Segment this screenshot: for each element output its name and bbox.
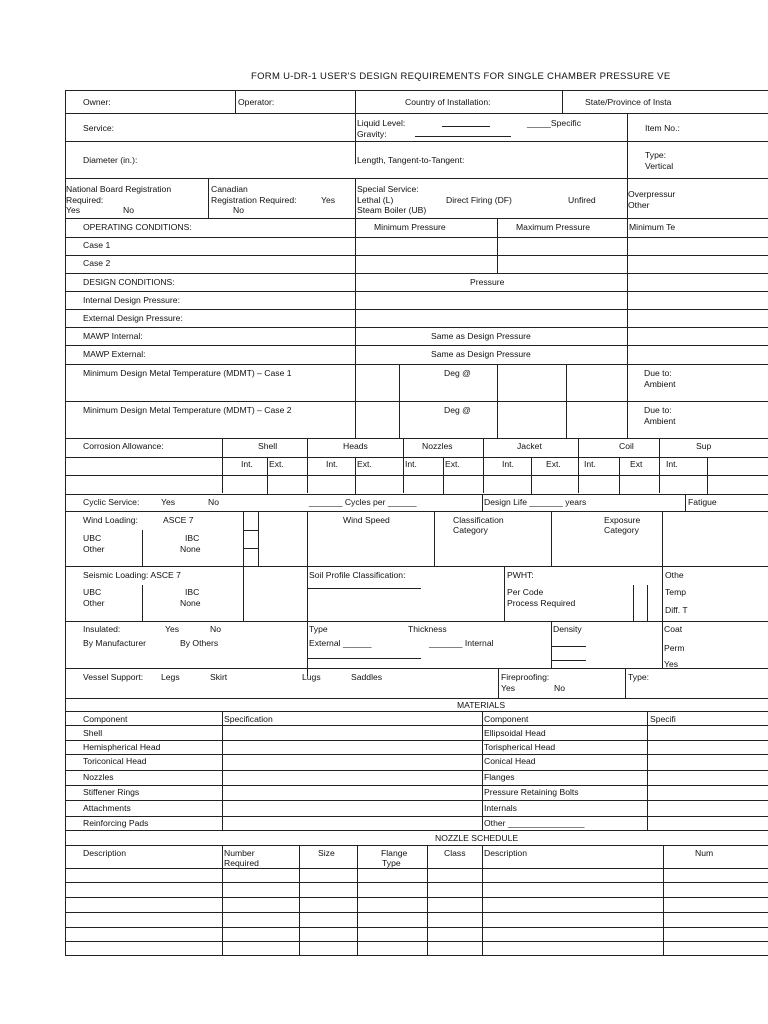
mat-right-item: Ellipsoidal Head <box>484 728 546 738</box>
coil-header: Coil <box>619 441 634 451</box>
shell-int: Int. <box>241 459 253 469</box>
rule-v <box>662 511 663 566</box>
support-lugs[interactable]: Lugs <box>302 672 321 682</box>
mdmt2-deg: Deg @ <box>444 405 471 415</box>
rule-v <box>222 438 223 493</box>
mawp-external-same: Same as Design Pressure <box>431 349 531 359</box>
mdmt2-ambient: Ambient <box>644 416 676 426</box>
rule-v <box>258 511 259 566</box>
rule-v <box>662 621 663 668</box>
insulated-label: Insulated: <box>83 624 121 634</box>
rule-v <box>625 668 626 698</box>
rule <box>65 90 768 91</box>
wind-ubc[interactable]: UBC <box>83 533 102 543</box>
steam-boiler-option[interactable]: Steam Boiler (UB) <box>357 205 427 215</box>
cyclic-no[interactable]: No <box>208 497 219 507</box>
can-no-option[interactable]: No <box>233 205 244 215</box>
mat-right-item: Flanges <box>484 772 515 782</box>
mat-spec-left: Specification <box>224 714 273 724</box>
diameter-label: Diameter (in.): <box>83 155 138 165</box>
country-label: Country of Installation: <box>405 97 491 107</box>
rule-v <box>434 511 435 566</box>
wind-exposure: Exposure <box>604 515 641 525</box>
rule-v <box>307 511 308 676</box>
coil-ext: Ext <box>630 459 643 469</box>
nozzle-heading: NOZZLE SCHEDULE <box>435 833 519 843</box>
nozzle-class: Class <box>444 848 466 858</box>
wind-ibc[interactable]: IBC <box>185 533 200 543</box>
heads-int: Int. <box>326 459 338 469</box>
rule-v <box>443 457 444 494</box>
rule-v <box>243 511 244 621</box>
insulation-thickness: Thickness <box>408 624 447 634</box>
mat-component-left: Component <box>83 714 128 724</box>
fill-line <box>552 660 586 661</box>
rule-v <box>403 438 404 493</box>
rule <box>65 770 768 771</box>
mat-left-item: Shell <box>83 728 103 738</box>
rule-v <box>482 494 483 511</box>
mat-left-item: Toriconical Head <box>83 756 147 766</box>
rule-v <box>427 845 428 955</box>
rule-v <box>497 364 498 438</box>
heads-ext: Ext. <box>357 459 372 469</box>
nb-required-label: Required: <box>66 195 104 205</box>
fill-line <box>415 136 511 137</box>
cyclic-yes[interactable]: Yes <box>161 497 176 507</box>
rule-v <box>578 438 579 493</box>
rule <box>65 725 768 726</box>
vessel-support-label: Vessel Support: <box>83 672 144 682</box>
wind-asce[interactable]: ASCE 7 <box>163 515 194 525</box>
operating-heading: OPERATING CONDITIONS: <box>83 222 192 232</box>
rule <box>65 438 768 439</box>
rule <box>65 457 768 458</box>
seismic-ubc[interactable]: UBC <box>83 587 102 597</box>
cycles-per: _______ Cycles per ______ <box>309 497 417 507</box>
max-pressure-header: Maximum Pressure <box>516 222 591 232</box>
form-title: FORM U-DR-1 USER'S DESIGN REQUIREMENTS FOR SINGLE CHAMBER PRESSURE VE <box>251 71 671 82</box>
mat-spec-right: Specifi <box>650 714 676 724</box>
vertical-label: Vertical <box>645 161 674 171</box>
rule-v <box>399 364 400 438</box>
rule-v <box>307 438 308 493</box>
rule-v <box>659 438 660 493</box>
rule-v <box>562 90 563 113</box>
rule-v <box>619 457 620 494</box>
rule-v <box>235 90 236 113</box>
nozzles-int: Int. <box>405 459 417 469</box>
wind-class-category: Category <box>453 525 488 535</box>
design-life: Design Life _______ years <box>484 497 587 507</box>
fill-line <box>308 658 421 659</box>
rule <box>65 785 768 786</box>
jacket-header: Jacket <box>517 441 542 451</box>
case1-label: Case 1 <box>83 240 111 250</box>
cyclic-label: Cyclic Service: <box>83 497 140 507</box>
wind-label: Wind Loading: <box>83 515 138 525</box>
pressure-header: Pressure <box>470 277 505 287</box>
fill-line <box>442 126 490 127</box>
type-label: Type: <box>645 150 667 160</box>
rule-v <box>208 178 209 218</box>
coil-int: Int. <box>584 459 596 469</box>
mdmt1-ambient: Ambient <box>644 379 676 389</box>
wind-none[interactable]: None <box>180 544 201 554</box>
nb-registration-label: National Board Registration <box>66 184 172 194</box>
mdmt2-due-to: Due to: <box>644 405 672 415</box>
rule <box>65 327 768 328</box>
fill-line <box>308 588 421 589</box>
mat-left-item: Stiffener Rings <box>83 787 140 797</box>
rule-v <box>483 438 484 493</box>
rule-v <box>662 566 663 621</box>
mdmt2-label: Minimum Design Metal Temperature (MDMT) – Case 2 <box>83 405 292 415</box>
rule-v <box>531 457 532 494</box>
shell-header: Shell <box>258 441 278 451</box>
liquid-level-label: Liquid Level: <box>357 118 406 128</box>
nozzle-flange: Flange <box>381 848 408 858</box>
rule <box>65 237 768 238</box>
fireproofing-no[interactable]: No <box>554 683 565 693</box>
sup-int: Int. <box>666 459 678 469</box>
mat-right-item: Conical Head <box>484 756 536 766</box>
state-label: State/Province of Insta <box>585 97 672 107</box>
rule-v <box>355 113 356 164</box>
shell-ext: Ext. <box>269 459 284 469</box>
seismic-ibc[interactable]: IBC <box>185 587 200 597</box>
rule <box>65 711 768 712</box>
rule <box>243 548 258 549</box>
rule <box>65 698 768 699</box>
rule-v <box>482 711 483 830</box>
rule-v <box>647 585 648 621</box>
rule-v <box>299 845 300 955</box>
rule-v <box>566 364 567 438</box>
rule-v <box>633 585 634 621</box>
mat-left-item: Attachments <box>83 803 131 813</box>
specific-label: _____Specific <box>527 118 581 128</box>
mawp-internal-label: MAWP Internal: <box>83 331 143 341</box>
by-others[interactable]: By Others <box>180 638 219 648</box>
coat-yes[interactable]: Yes <box>664 659 679 669</box>
service-label: Service: <box>83 123 115 133</box>
special-service-label: Special Service: <box>357 184 419 194</box>
by-manufacturer[interactable]: By Manufacturer <box>83 638 147 648</box>
nozzle-description: Description <box>83 848 126 858</box>
support-skirt[interactable]: Skirt <box>210 672 228 682</box>
internal-design-pressure-label: Internal Design Pressure: <box>83 295 180 305</box>
insulation-internal: _______ Internal <box>429 638 494 648</box>
design-heading: DESIGN CONDITIONS: <box>83 277 175 287</box>
wind-classification: Classification <box>453 515 504 525</box>
nozzles-ext: Ext. <box>445 459 460 469</box>
insulated-no[interactable]: No <box>210 624 221 634</box>
wind-other[interactable]: Other <box>83 544 105 554</box>
rule-v <box>222 711 223 830</box>
direct-firing-option[interactable]: Direct Firing (DF) <box>446 195 512 205</box>
support-legs[interactable]: Legs <box>161 672 180 682</box>
rule <box>65 816 768 817</box>
gravity-label: Gravity: <box>357 129 387 139</box>
mat-component-right: Component <box>484 714 529 724</box>
insulation-type: Type <box>309 624 328 634</box>
overpressure-label: Overpressur <box>628 189 676 199</box>
rule <box>65 668 768 669</box>
rule-v <box>707 457 708 494</box>
rule-v <box>497 218 498 273</box>
seismic-none[interactable]: None <box>180 598 201 608</box>
nozzle-flange-type: Type <box>382 858 401 868</box>
nb-no-option[interactable]: No <box>123 205 134 215</box>
rule-v <box>142 585 143 621</box>
perm-label: Perm <box>664 643 685 653</box>
mat-right-item: Other ________________ <box>484 818 585 828</box>
min-temp-header: Minimum Te <box>629 222 676 232</box>
seismic-other[interactable]: Other <box>83 598 105 608</box>
mawp-internal-same: Same as Design Pressure <box>431 331 531 341</box>
soil-profile: Soil Profile Classification: <box>309 570 406 580</box>
rule-v <box>627 113 628 178</box>
rule <box>65 141 768 142</box>
operator-label: Operator: <box>238 97 275 107</box>
rule-v <box>482 845 483 955</box>
length-label: Length, Tangent-to-Tangent: <box>357 155 465 165</box>
rule-v <box>504 566 505 621</box>
rule <box>65 273 768 274</box>
insulation-external: External ______ <box>309 638 372 648</box>
rule <box>65 113 768 114</box>
mat-right-item: Torispherical Head <box>484 742 556 752</box>
rule <box>65 830 768 831</box>
jacket-int: Int. <box>502 459 514 469</box>
nozzle-number: Number <box>224 848 255 858</box>
support-type: Type: <box>628 672 650 682</box>
sup-header: Sup <box>696 441 712 451</box>
mat-left-item: Reinforcing Pads <box>83 818 149 828</box>
nozzle-description-right: Description <box>484 848 527 858</box>
rule <box>65 494 768 495</box>
rule-v <box>685 494 686 511</box>
nozzle-required: Required <box>224 858 259 868</box>
external-design-pressure-label: External Design Pressure: <box>83 313 183 323</box>
coat-label: Coat <box>664 624 683 634</box>
rule-v <box>222 845 223 955</box>
rule-v <box>663 845 664 955</box>
nozzle-num-right: Num <box>695 848 714 858</box>
rule <box>65 345 768 346</box>
rule-v <box>357 845 358 955</box>
item-no-label: Item No.: <box>645 123 680 133</box>
wind-exposure-category: Category <box>604 525 639 535</box>
nozzle-size: Size <box>318 848 335 858</box>
rule-v <box>647 711 648 830</box>
rule <box>65 955 768 956</box>
border-left <box>65 90 66 956</box>
can-yes-option[interactable]: Yes <box>321 195 336 205</box>
fill-line <box>552 646 586 647</box>
jacket-ext: Ext. <box>546 459 561 469</box>
lethal-option[interactable]: Lethal (L) <box>357 195 394 205</box>
overpressure-other-label: Other <box>628 200 650 210</box>
mat-right-item: Internals <box>484 803 517 813</box>
fireproofing-label: Fireproofing: <box>501 672 550 682</box>
mdmt1-label: Minimum Design Metal Temperature (MDMT) – Case 1 <box>83 368 292 378</box>
rule-v <box>355 218 356 438</box>
owner-label: Owner: <box>83 97 111 107</box>
case2-label: Case 2 <box>83 258 111 268</box>
rule-v <box>355 90 356 113</box>
mdmt1-due-to: Due to: <box>644 368 672 378</box>
corrosion-label: Corrosion Allowance: <box>83 441 164 451</box>
mat-left-item: Hemispherical Head <box>83 742 161 752</box>
other-label: Othe <box>665 570 684 580</box>
mat-left-item: Nozzles <box>83 772 114 782</box>
can-registration-label: Registration Required: <box>211 195 297 205</box>
fireproofing-yes[interactable]: Yes <box>501 683 516 693</box>
rule <box>65 754 768 755</box>
mdmt1-deg: Deg @ <box>444 368 471 378</box>
rule <box>65 218 768 219</box>
rule-v <box>498 668 499 698</box>
materials-heading: MATERIALS <box>457 700 506 710</box>
rule-v <box>627 218 628 438</box>
pwht-per-code[interactable]: Per Code <box>507 587 544 597</box>
insulated-yes[interactable]: Yes <box>165 624 180 634</box>
rule <box>65 740 768 741</box>
nozzles-header: Nozzles <box>422 441 453 451</box>
min-pressure-header: Minimum Pressure <box>374 222 446 232</box>
pwht-label: PWHT: <box>507 570 534 580</box>
unfired-option[interactable]: Unfired <box>568 195 596 205</box>
insulation-density: Density <box>553 624 582 634</box>
nb-yes-option[interactable]: Yes <box>66 205 81 215</box>
fatigue-label: Fatigue <box>688 497 717 507</box>
rule <box>65 178 768 179</box>
mawp-external-label: MAWP External: <box>83 349 146 359</box>
rule <box>65 309 768 310</box>
seismic-label: Seismic Loading: ASCE 7 <box>83 570 181 580</box>
rule-v <box>355 178 356 218</box>
rule <box>65 291 768 292</box>
rule <box>65 800 768 801</box>
pwht-process[interactable]: Process Required <box>507 598 576 608</box>
support-saddles[interactable]: Saddles <box>351 672 383 682</box>
rule <box>243 530 258 531</box>
rule <box>65 255 768 256</box>
temp-label: Temp <box>665 587 687 597</box>
wind-speed: Wind Speed <box>343 515 390 525</box>
diff-label: Diff. T <box>665 605 688 615</box>
rule-v <box>355 457 356 494</box>
canadian-label: Canadian <box>211 184 248 194</box>
rule-v <box>267 457 268 494</box>
rule <box>65 401 768 402</box>
mat-right-item: Pressure Retaining Bolts <box>484 787 579 797</box>
rule <box>65 475 768 476</box>
rule <box>65 364 768 365</box>
rule-v <box>551 511 552 566</box>
rule-v <box>142 530 143 566</box>
form-grid <box>65 90 768 956</box>
heads-header: Heads <box>343 441 368 451</box>
